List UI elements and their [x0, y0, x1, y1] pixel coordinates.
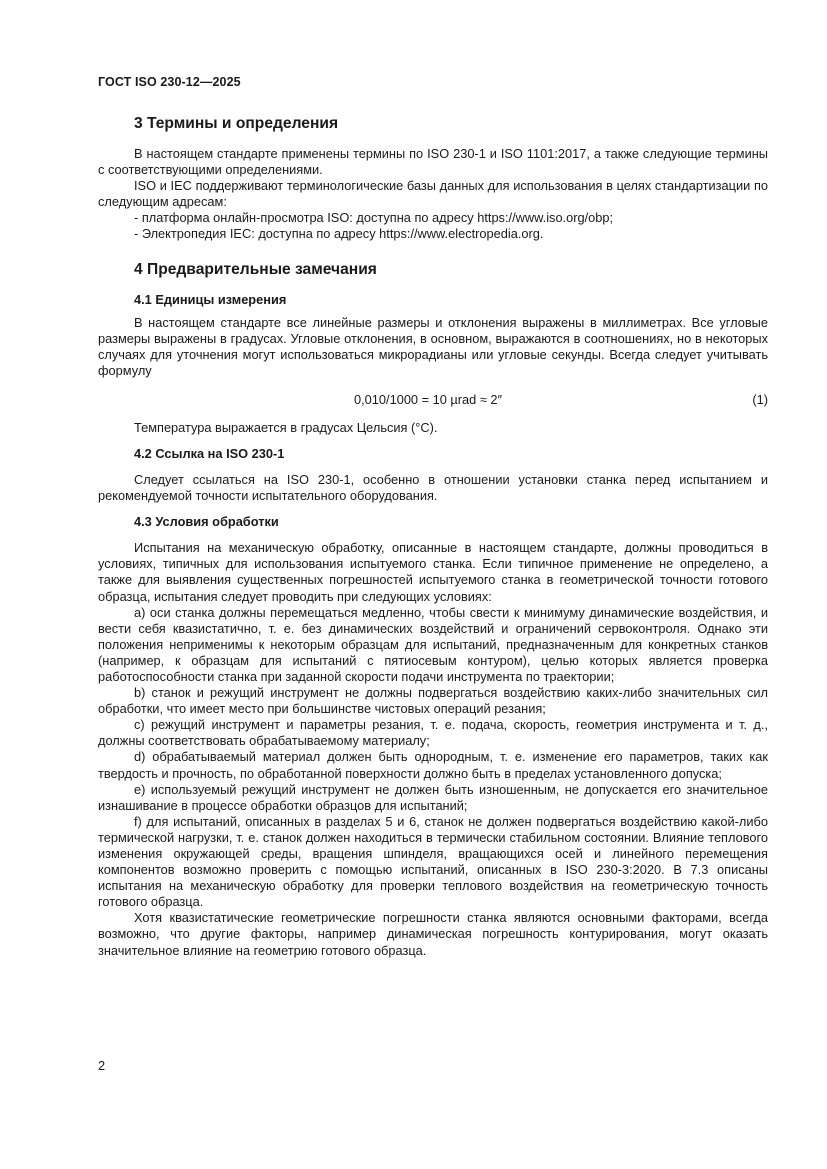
document-header: ГОСТ ISO 230-12—2025: [98, 75, 241, 89]
section-4-2-title: 4.2 Ссылка на ISO 230-1: [134, 446, 285, 462]
formula-row: [98, 392, 768, 408]
section-3-title: 3 Термины и определения: [134, 115, 339, 132]
section-3-paragraph-1: В настоящем стандарте применены термины по ISO 230-1 и ISO 1101:2017, а также следующие термины с соответствующими определениями.: [98, 146, 768, 178]
temperature-paragraph: Температура выражается в градусах Цельсия (°C).: [134, 419, 438, 435]
section-4-1-title: 4.1 Единицы измерения: [134, 291, 287, 307]
page-number: 2: [98, 1058, 106, 1073]
section-4-1-paragraph: В настоящем стандарте все линейные размеры и отклонения выражены в миллиметрах. Все угловые размеры выражены в градусах. Угловые отклонения, в основном, выражаются в соотношениях, но в некоторых случаях для уточнения могут использоваться микрорадианы или угловые секунды. Всегда следует учитывать формулу: [98, 314, 768, 378]
condition-item-e: e) используемый режущий инструмент не должен быть изношенным, не допускается его значительное изнашивание в процессе обработки образцов для испытаний;: [98, 781, 768, 813]
closing-paragraph: Хотя квазистатические геометрические погрешности станка являются основными факторами, всегда возможно, что другие факторы, например динамическая погрешность контурирования, могут оказать значительное влияние на геометрию готового образца.: [98, 910, 768, 958]
section-4-3-title: 4.3 Условия обработки: [134, 514, 279, 530]
condition-item-d: d) обрабатываемый материал должен быть однородным, т. е. изменение его параметров, таких как твердость и прочность, по обработанной поверхности должно быть в пределах установленного допуска;: [98, 749, 768, 781]
formula-expression: 0,010/1000 = 10 µrad ≈ 2″: [354, 391, 503, 407]
list-item: - Электропедия IEC: доступна по адресу https://www.electropedia.org.: [134, 226, 544, 242]
section-4-2-paragraph: Следует ссылаться на ISO 230-1, особенно в отношении установки станка перед испытанием и рекомендуемой точности испытательного оборудования.: [98, 472, 768, 504]
condition-item-c: c) режущий инструмент и параметры резания, т. е. подача, скорость, геометрия инструмента и т. д., должны соответствовать обрабатываемому материалу;: [98, 717, 768, 749]
condition-item-f: f) для испытаний, описанных в разделах 5 и 6, станок не должен подвергаться воздействию какой-либо термической нагрузки, т. е. станок должен находиться в термически стабильном состоянии. Влияние теплового изменения окружающей среды, вращения шпинделя, вращающихся осей и линейного перемещения компонентов возможно проверить с помощью испытаний, описанных в ISO 230-3:2020. В 7.3 описаны испытания на механическую обработку для проверки теплового воздействия на геометрическую точность готового образца.: [98, 813, 768, 910]
section-4-3-intro: Испытания на механическую обработку, описанные в настоящем стандарте, должны проводиться в условиях, типичных для использования испытуемого станка. Если типичное применение не определено, а также для выявления существенных погрешностей испытуемого станка в геометрической точности готового образца, испытания следует проводить при следующих условиях:: [98, 540, 768, 604]
section-3-paragraph-2: ISO и IEC поддерживают терминологические базы данных для использования в целях стандартизации по следующим адресам:: [98, 178, 768, 210]
section-4-title: 4 Предварительные замечания: [134, 260, 377, 278]
formula-number: (1): [752, 391, 768, 407]
condition-item-a: a) оси станка должны перемещаться медленно, чтобы свести к минимуму динамические воздействия, и вести себя квазистатично, т. е. без динамических воздействий и ограничений сервоконтроля. Однако эти положения неприменимы к некоторым образцам для испытаний, предназначенным для конкретных станков (например, к образцам для испытаний с пятиосевым контуром), целью которых является проверка работоспособности станка при заданной скорости подачи инструмента по траектории;: [98, 604, 768, 684]
page-content: [98, 114, 768, 959]
list-item: - платформа онлайн-просмотра ISO: доступна по адресу https://www.iso.org/obp;: [134, 210, 614, 226]
condition-item-b: b) станок и режущий инструмент не должны подвергаться воздействию каких-либо значительных сил обработки, что имеет место при большинстве чистовых операций резания;: [98, 685, 768, 717]
